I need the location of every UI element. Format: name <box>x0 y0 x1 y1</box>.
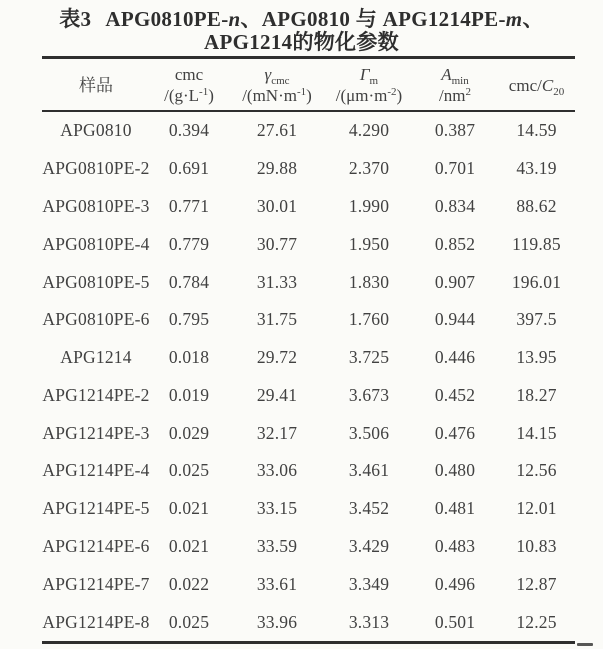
header-cmc-unit: $/(g\cdot L^{-1})$ <box>164 86 214 105</box>
cell-a-min: 0.944 <box>434 309 476 330</box>
table-row <box>42 263 575 301</box>
table-row <box>42 301 575 339</box>
caption-line2-text: APG1214的物化参数 <box>204 30 399 54</box>
caption-line1-text: APG0810PE-n、APG0810 与 APG1214PE-m、 <box>105 7 544 31</box>
cell-gamma-cmc: 31.33 <box>256 271 298 292</box>
cell-a-min: 0.446 <box>434 347 476 368</box>
cell-gamma-cmc: 33.15 <box>256 498 298 519</box>
header-gamma-cmc-symbol: $\gamma_{cmc}$ <box>264 65 290 87</box>
cell-cmc-c20: 18.27 <box>516 384 557 405</box>
table-row <box>42 490 575 528</box>
cell-a-min: 0.480 <box>434 460 476 481</box>
table-row <box>42 565 575 603</box>
cell-gamma-m: 3.349 <box>348 573 390 594</box>
cell-sample: APG1214 <box>60 347 132 368</box>
cell-cmc-c20: 12.87 <box>516 573 557 594</box>
table-row <box>42 452 575 490</box>
header-gamma-m-unit: $/(\mu m\cdot m^{-2})$ <box>335 86 403 105</box>
cell-sample: APG0810 <box>60 120 132 141</box>
cell-gamma-m: 4.290 <box>348 120 390 141</box>
cell-cmc-c20: 43.19 <box>516 158 557 179</box>
cell-cmc: 0.025 <box>168 611 210 632</box>
cell-gamma-cmc: 33.59 <box>256 535 298 556</box>
cell-cmc: 0.029 <box>168 422 210 443</box>
header-gamma-cmc <box>228 59 326 110</box>
cell-cmc-c20: 10.83 <box>516 535 557 556</box>
cell-gamma-m: 1.950 <box>348 233 390 254</box>
cell-a-min: 0.483 <box>434 535 476 556</box>
cell-gamma-cmc: 31.75 <box>256 309 298 330</box>
cell-gamma-cmc: 33.06 <box>256 460 298 481</box>
table-row <box>42 225 575 263</box>
header-gamma-m <box>326 59 412 110</box>
header-a-min <box>412 59 498 110</box>
cell-gamma-cmc: 32.17 <box>256 422 298 443</box>
cell-cmc-c20: 14.59 <box>516 120 557 141</box>
cell-cmc: 0.018 <box>168 347 210 368</box>
cell-cmc: 0.784 <box>168 271 210 292</box>
cell-gamma-cmc: 30.77 <box>256 233 298 254</box>
cell-gamma-cmc: 33.61 <box>256 573 298 594</box>
header-sample <box>42 59 150 110</box>
cell-cmc: 0.021 <box>168 498 210 519</box>
table-row <box>42 150 575 188</box>
cell-cmc: 0.691 <box>168 158 210 179</box>
cell-sample: APG1214PE-7 <box>42 573 150 594</box>
cell-sample: APG0810PE-4 <box>42 233 150 254</box>
cell-cmc-c20: 88.62 <box>516 195 557 216</box>
cell-cmc-c20: 13.95 <box>516 347 557 368</box>
header-a-min-unit: $/nm^2$ <box>439 86 471 105</box>
cell-cmc-c20: 12.01 <box>516 498 557 519</box>
table-row <box>42 528 575 566</box>
header-gamma-m-symbol: $\Gamma_m$ <box>359 65 379 87</box>
header-cmc-symbol: cmc <box>174 65 204 84</box>
cell-gamma-cmc: 33.96 <box>256 611 298 632</box>
cell-gamma-cmc: 29.88 <box>256 158 298 179</box>
caption-line1 <box>0 8 603 31</box>
cell-gamma-cmc: 30.01 <box>256 195 298 216</box>
cell-a-min: 0.701 <box>434 158 476 179</box>
cell-sample: APG1214PE-8 <box>42 611 150 632</box>
cell-gamma-m: 3.506 <box>348 422 390 443</box>
table-body <box>42 112 575 641</box>
cell-cmc: 0.025 <box>168 460 210 481</box>
cell-gamma-m: 3.429 <box>348 535 390 556</box>
cell-gamma-m: 3.461 <box>348 460 390 481</box>
cell-cmc: 0.795 <box>168 309 210 330</box>
cell-sample: APG1214PE-6 <box>42 535 150 556</box>
cell-sample: APG0810PE-6 <box>42 309 150 330</box>
table-row <box>42 414 575 452</box>
cell-cmc-c20: 14.15 <box>516 422 557 443</box>
header-gamma-cmc-unit: $/(mN\cdot m^{-1})$ <box>242 86 312 105</box>
header-cmc-c20-symbol: cmc/$C_{20}$ <box>508 75 565 98</box>
table-row <box>42 112 575 150</box>
cell-a-min: 0.481 <box>434 498 476 519</box>
scan-artifact <box>577 643 593 646</box>
cell-cmc-c20: 12.56 <box>516 460 557 481</box>
cell-a-min: 0.852 <box>434 233 476 254</box>
cell-a-min: 0.476 <box>434 422 476 443</box>
cell-gamma-m: 3.452 <box>348 498 390 519</box>
table-caption <box>0 8 603 54</box>
cell-gamma-cmc: 29.41 <box>256 384 298 405</box>
table-header-row <box>42 59 575 110</box>
cell-gamma-m: 1.760 <box>348 309 390 330</box>
cell-cmc-c20: 196.01 <box>511 271 562 292</box>
cell-a-min: 0.387 <box>434 120 476 141</box>
cell-gamma-cmc: 27.61 <box>256 120 298 141</box>
cell-sample: APG0810PE-5 <box>42 271 150 292</box>
cell-a-min: 0.501 <box>434 611 476 632</box>
table-label: 表3 <box>59 7 92 31</box>
cell-sample: APG1214PE-4 <box>42 460 150 481</box>
table-bottom-rule <box>42 641 575 644</box>
table-row <box>42 188 575 226</box>
table-row <box>42 376 575 414</box>
cell-cmc: 0.019 <box>168 384 210 405</box>
table-row <box>42 339 575 377</box>
cell-cmc-c20: 12.25 <box>516 611 557 632</box>
cell-gamma-m: 3.725 <box>348 347 390 368</box>
cell-cmc-c20: 119.85 <box>512 233 561 254</box>
cell-gamma-m: 2.370 <box>348 158 390 179</box>
header-cmc-c20 <box>498 59 575 110</box>
cell-gamma-m: 1.830 <box>348 271 390 292</box>
cell-a-min: 0.907 <box>434 271 476 292</box>
table-row <box>42 603 575 641</box>
cell-sample: APG0810PE-3 <box>42 195 150 216</box>
cell-sample: APG1214PE-5 <box>42 498 150 519</box>
cell-cmc: 0.394 <box>168 120 210 141</box>
cell-cmc: 0.022 <box>168 573 210 594</box>
cell-cmc: 0.779 <box>168 233 210 254</box>
cell-gamma-m: 3.673 <box>348 384 390 405</box>
cell-sample: APG0810PE-2 <box>42 158 150 179</box>
cell-gamma-m: 3.313 <box>348 611 390 632</box>
cell-gamma-m: 1.990 <box>348 195 390 216</box>
cell-a-min: 0.452 <box>434 384 476 405</box>
header-a-min-symbol: $A_{min}$ <box>441 65 469 87</box>
cell-cmc-c20: 397.5 <box>516 309 557 330</box>
cell-cmc: 0.021 <box>168 535 210 556</box>
parameters-table <box>42 56 575 644</box>
cell-sample: APG1214PE-3 <box>42 422 150 443</box>
cell-cmc: 0.771 <box>168 195 210 216</box>
header-sample-symbol: 样品 <box>79 75 113 95</box>
cell-a-min: 0.834 <box>434 195 476 216</box>
header-cmc <box>150 59 228 110</box>
cell-sample: APG1214PE-2 <box>42 384 150 405</box>
cell-a-min: 0.496 <box>434 573 476 594</box>
cell-gamma-cmc: 29.72 <box>256 347 298 368</box>
